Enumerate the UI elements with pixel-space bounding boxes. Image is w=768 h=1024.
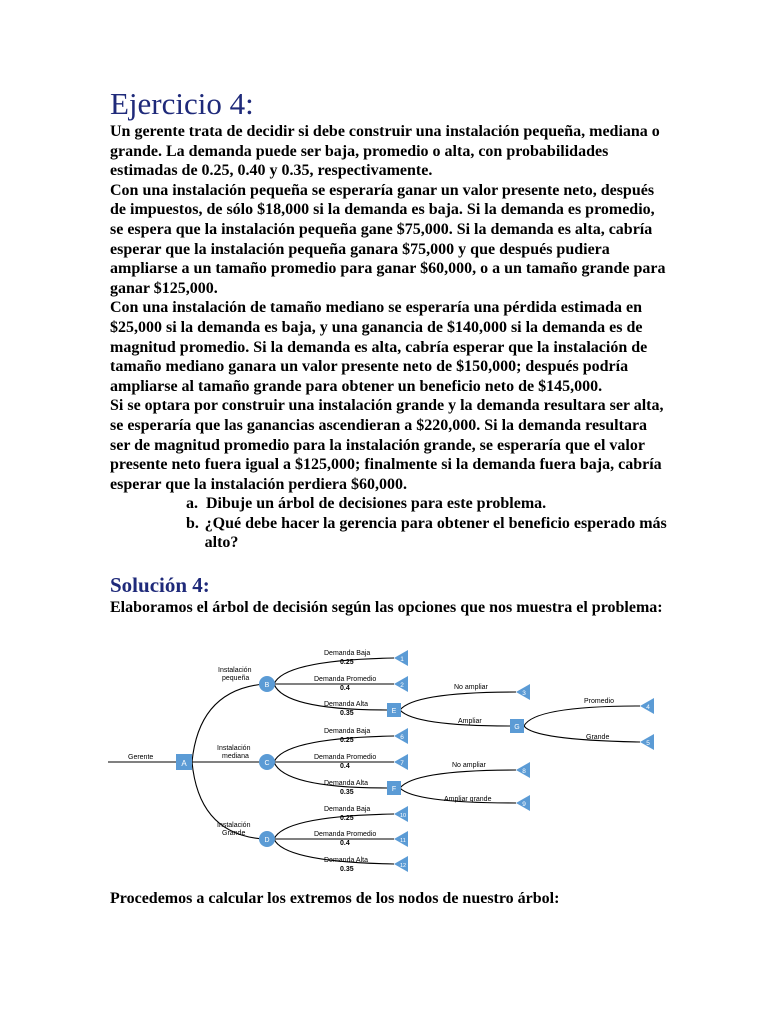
probability-label: 0.25 — [340, 737, 354, 744]
branch-label: Demanda Baja — [324, 650, 371, 657]
terminal-label: 6 — [400, 734, 404, 741]
question-b — [110, 514, 670, 553]
probability-label: 0.25 — [340, 659, 354, 666]
svg-text:C: C — [264, 760, 270, 767]
exercise-heading: Ejercicio 4: — [110, 86, 254, 121]
probability-label: 0.4 — [340, 763, 350, 770]
decision-tree — [104, 640, 664, 880]
paragraph: Si se optara por construir una instalación grande y la demanda resultara ser alta, se esperaría que las ganancias ascendieran a $220,000. Si la demanda resultara ser de magnitud promedio para la instalación grande, se esperaría que el valor presente neto fuera igual a $125,000; finalmente si la demanda fuera baja, cabría esperar que la instalación perdiera $60,000. — [110, 397, 664, 493]
branch-label: No ampliar — [452, 762, 486, 769]
item-label: b. — [186, 514, 199, 532]
branch-label: Ampliar — [458, 718, 482, 725]
branch-label: pequeña — [222, 675, 250, 682]
branch-label: No ampliar — [454, 684, 488, 691]
svg-text:G: G — [514, 724, 520, 731]
branch-label: Demanda Baja — [324, 728, 371, 735]
probability-label: 0.35 — [340, 710, 354, 717]
gerente-label: Gerente — [128, 754, 154, 761]
chance-node-d — [259, 831, 275, 847]
chance-node-g — [510, 719, 524, 733]
terminal-label: 11 — [400, 838, 406, 844]
branch-label: Demanda Baja — [324, 806, 371, 813]
terminal-label: 3 — [522, 690, 526, 697]
final-line: Procedemos a calcular los extremos de los nodos de nuestro árbol: — [110, 890, 560, 907]
terminal-label: 10 — [399, 813, 407, 819]
chance-node-c — [259, 754, 275, 770]
item-text: Dibuje un árbol de decisiones para este problema. — [206, 495, 547, 513]
decision-node-e — [387, 703, 401, 717]
probability-label: 0.4 — [340, 685, 350, 692]
paragraph: Un gerente trata de decidir si debe construir una instalación pequeña, mediana o grande. La demanda puede ser baja, promedio o alta, con probabilidades estimadas de 0.25, 0.40 y 0.35, respectivamente. — [110, 123, 660, 180]
item-label: a. — [186, 495, 198, 513]
terminal-label: 5 — [646, 740, 650, 747]
branch-label: Instalación — [218, 667, 252, 674]
decision-node-a — [176, 754, 192, 770]
chance-node-b — [259, 676, 275, 692]
terminal-label: 9 — [522, 801, 526, 808]
terminal-label: 1 — [400, 656, 404, 663]
paragraph: Con una instalación pequeña se esperaría ganar un valor presente neto, después de impuestos, de sólo $18,000 si la demanda es baja. Si la demanda es promedio, se espera que la instalación pequeña gane $75,000. Si la demanda es alta, cabría esperar que la instalación pequeña ganara $75,000 y que después pudiera ampliarse a un tamaño promedio para ganar $60,000, o a un tamaño grande para ganar $125,000. — [110, 181, 666, 297]
terminal-nodes — [391, 650, 654, 872]
paragraph: Con una instalación de tamaño mediano se esperaría una pérdida estimada en $25,000 si la demanda es baja, y una ganancia de $140,000 si la demanda es de magnitud promedio. Si la demanda es alta, cabría esperar que la instalación de tamaño mediano ganara un valor presente neto de $150,000; después podría ampliarse al tamaño grande para obtener un beneficio neto de $145,000. — [110, 299, 648, 395]
terminal-label: 2 — [400, 682, 404, 689]
svg-text:E: E — [391, 708, 397, 715]
branch-label: Instalación — [217, 745, 251, 752]
branch-label: Demanda Alta — [324, 857, 368, 864]
probability-label: 0.4 — [340, 840, 350, 847]
probability-label: 0.25 — [340, 815, 354, 822]
decision-node-f — [387, 781, 401, 795]
branch-label: Demanda Promedio — [314, 754, 377, 761]
branch-label: Instalación — [217, 822, 251, 829]
branch-label: Ampliar grande — [444, 796, 492, 803]
terminal-label: 8 — [522, 768, 526, 775]
question-a — [110, 494, 670, 514]
svg-text:D: D — [264, 837, 270, 844]
terminal-label: 12 — [399, 863, 407, 869]
solution-heading: Solución 4: — [110, 573, 210, 597]
branch-label: Grande — [222, 830, 246, 837]
svg-text:F: F — [391, 786, 397, 793]
branch-label: Grande — [586, 734, 610, 741]
terminal-label: 7 — [400, 760, 404, 767]
svg-text:A: A — [181, 759, 187, 768]
branch-label: Promedio — [584, 698, 614, 705]
exercise-text — [110, 122, 670, 553]
probability-label: 0.35 — [340, 789, 354, 796]
item-text: ¿Qué debe hacer la gerencia para obtener el beneficio esperado más alto? — [204, 514, 667, 552]
branch-label: Demanda Alta — [324, 780, 368, 787]
svg-text:B: B — [264, 682, 270, 689]
branch-label: Demanda Promedio — [314, 831, 377, 838]
branch-label: mediana — [222, 753, 249, 760]
terminal-label: 4 — [646, 704, 650, 711]
probability-label: 0.35 — [340, 866, 354, 873]
branch-label: Demanda Alta — [324, 701, 368, 708]
branch-label: Demanda Promedio — [314, 676, 377, 683]
solution-intro: Elaboramos el árbol de decisión según las opciones que nos muestra el problema: — [110, 599, 663, 616]
